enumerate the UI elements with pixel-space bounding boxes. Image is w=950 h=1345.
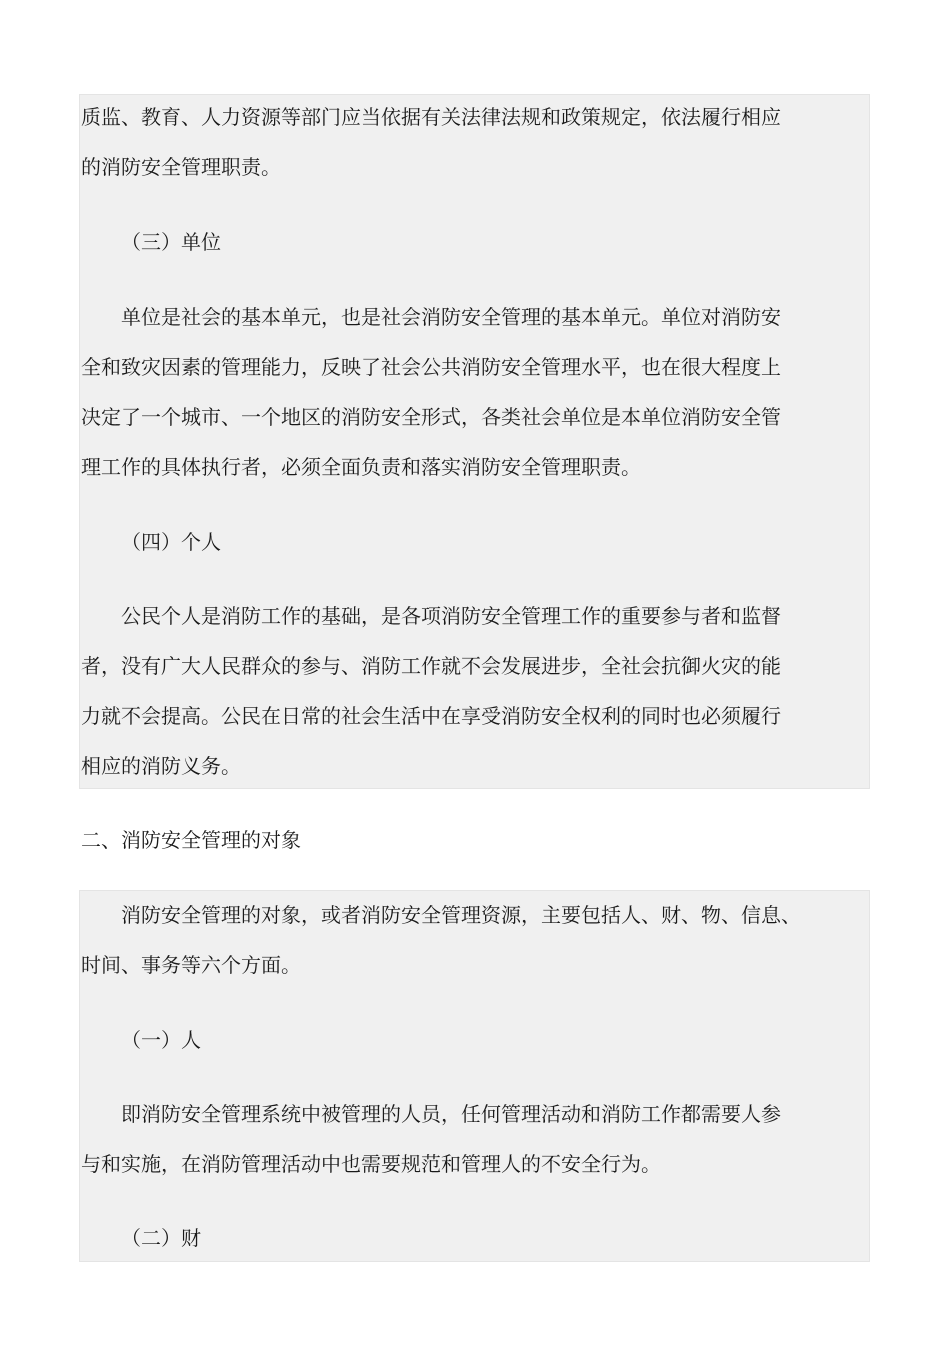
section-heading: 二、消防安全管理的对象 bbox=[81, 828, 301, 852]
body-text-line: 全和致灾因素的管理能力，反映了社会公共消防安全管理水平，也在很大程度上 bbox=[81, 355, 781, 379]
body-text-line: 时间、事务等六个方面。 bbox=[81, 953, 301, 977]
body-text-line: 与和实施，在消防管理活动中也需要规范和管理人的不安全行为。 bbox=[81, 1152, 661, 1176]
subsection-heading-unit: （三）单位 bbox=[121, 230, 221, 254]
body-text-line: 消防安全管理的对象，或者消防安全管理资源，主要包括人、财、物、信息、 bbox=[121, 903, 801, 927]
body-text-line: 力就不会提高。公民在日常的社会生活中在享受消防安全权利的同时也必须履行 bbox=[81, 704, 781, 728]
body-text-line: 决定了一个城市、一个地区的消防安全形式，各类社会单位是本单位消防安全管 bbox=[81, 405, 781, 429]
subsection-heading-finance: （二）财 bbox=[121, 1226, 201, 1250]
shaded-text-block-1 bbox=[79, 94, 870, 789]
body-text-line: 的消防安全管理职责。 bbox=[81, 155, 281, 179]
body-text-line: 即消防安全管理系统中被管理的人员，任何管理活动和消防工作都需要人参 bbox=[121, 1102, 781, 1126]
subsection-heading-individual: （四）个人 bbox=[121, 530, 221, 554]
body-text-line: 相应的消防义务。 bbox=[81, 754, 241, 778]
body-text-line: 质监、教育、人力资源等部门应当依据有关法律法规和政策规定，依法履行相应 bbox=[81, 105, 781, 129]
body-text-line: 理工作的具体执行者，必须全面负责和落实消防安全管理职责。 bbox=[81, 455, 641, 479]
body-text-line: 者，没有广大人民群众的参与、消防工作就不会发展进步，全社会抗御火灾的能 bbox=[81, 654, 781, 678]
shaded-text-block-2 bbox=[79, 890, 870, 1262]
body-text-line: 单位是社会的基本单元，也是社会消防安全管理的基本单元。单位对消防安 bbox=[121, 305, 781, 329]
subsection-heading-people: （一）人 bbox=[121, 1028, 201, 1052]
body-text-line: 公民个人是消防工作的基础，是各项消防安全管理工作的重要参与者和监督 bbox=[121, 604, 781, 628]
